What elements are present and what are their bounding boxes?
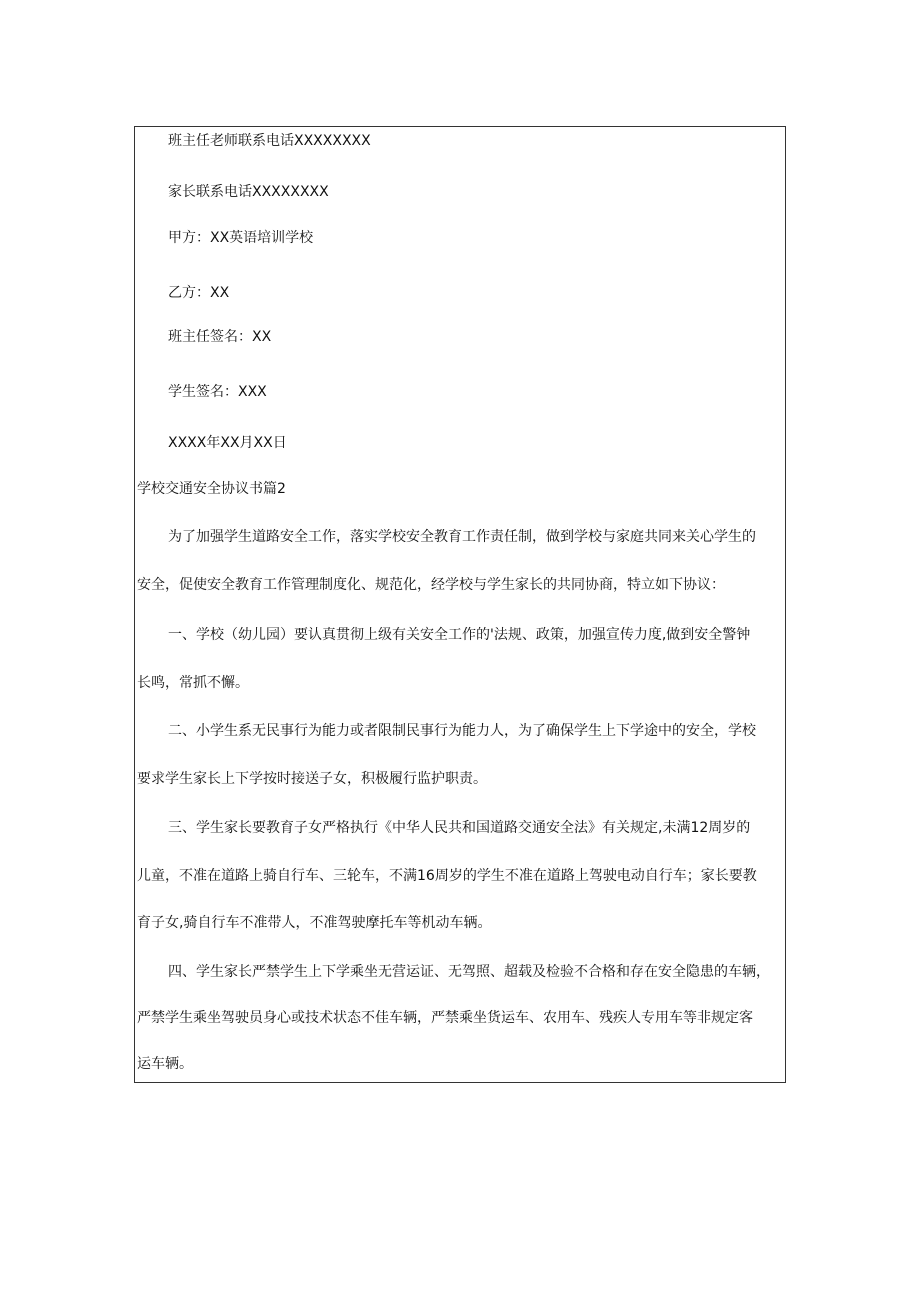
item3-line-2: 儿童，不准在道路上骑自行车、三轮车，不满16周岁的学生不准在道路上驾驶电动自行车；家长要教	[137, 868, 757, 884]
item4-line-1: 四、学生家长严禁学生上下学乘坐无营运证、无驾照、超载及检验不合格和存在安全隐患的车辆，	[168, 964, 770, 980]
item4-line-3: 运车辆。	[137, 1056, 193, 1072]
parent-phone-line: 家长联系电话XXXXXXXX	[168, 184, 329, 200]
item3-line-1: 三、学生家长要教育子女严格执行《中华人民共和国道路交通安全法》有关规定,未满12周岁的	[168, 820, 751, 836]
document-frame	[134, 126, 786, 1083]
item1-line-1: 一、学校（幼儿园）要认真贯彻上级有关安全工作的'法规、政策，加强宣传力度,做到安全警钟	[168, 627, 751, 643]
item2-line-2: 要求学生家长上下学按时接送子女，积极履行监护职责。	[137, 771, 487, 787]
teacher-phone-line: 班主任老师联系电话XXXXXXXX	[168, 133, 371, 149]
intro-line-1: 为了加强学生道路安全工作，落实学校安全教育工作责任制，做到学校与家庭共同来关心学生的	[168, 529, 756, 545]
party-a-line: 甲方：XX英语培训学校	[168, 230, 314, 246]
party-b-line: 乙方：XX	[168, 285, 230, 301]
teacher-sign-line: 班主任签名：XX	[168, 329, 272, 345]
item4-line-2: 严禁学生乘坐驾驶员身心或技术状态不佳车辆，严禁乘坐货运车、农用车、残疾人专用车等非规定客	[137, 1010, 753, 1026]
item1-line-2: 长鸣，常抓不懈。	[137, 675, 249, 691]
student-sign-line: 学生签名：XXX	[168, 384, 267, 400]
section-title: 学校交通安全协议书篇2	[137, 481, 286, 497]
intro-line-2: 安全，促使安全教育工作管理制度化、规范化，经学校与学生家长的共同协商，特立如下协议：	[137, 577, 725, 593]
date-line: XXXX年XX月XX日	[168, 435, 287, 451]
item3-line-3: 育子女,骑自行车不准带人，不准驾驶摩托车等机动车辆。	[137, 915, 492, 931]
item2-line-1: 二、小学生系无民事行为能力或者限制民事行为能力人，为了确保学生上下学途中的安全，学校	[168, 723, 756, 739]
